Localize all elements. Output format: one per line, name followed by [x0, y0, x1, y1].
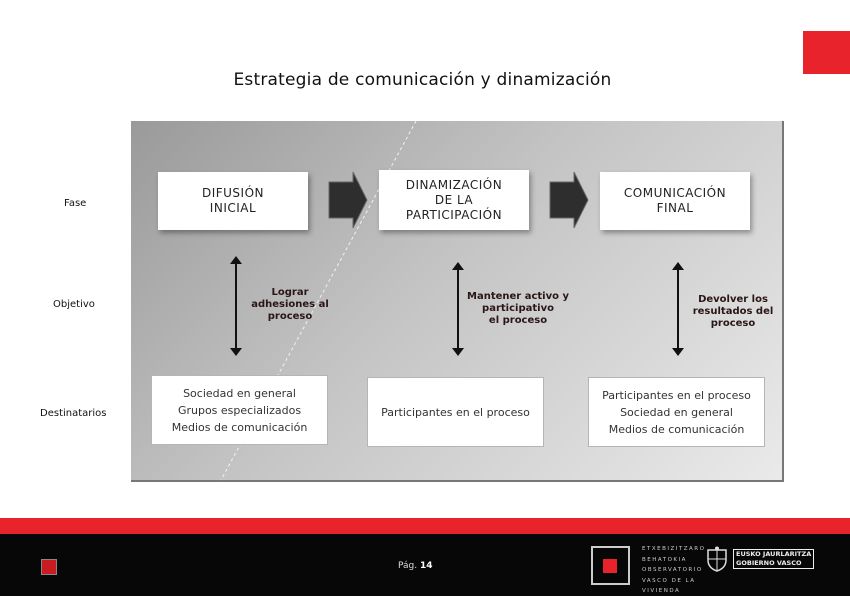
footer-square-icon — [41, 559, 57, 575]
logo-line: VASCO DE LA — [642, 577, 696, 584]
emblem-icon — [705, 546, 729, 572]
logo-line: ETXEBIZITZARO — [642, 546, 706, 552]
row-label-destinatarios: Destinatarios — [40, 408, 107, 419]
phase-line: FINAL — [656, 201, 694, 215]
gov-line: GOBIERNO VASCO — [736, 559, 802, 567]
objective-1 — [245, 287, 335, 323]
phase-line: DIFUSIÓN — [201, 186, 265, 200]
phase-box-difusion — [158, 172, 308, 230]
objective-line: Lograr — [271, 287, 309, 298]
right-arrow-icon — [548, 170, 590, 230]
double-arrow-icon — [671, 262, 685, 356]
objective-line: proceso — [710, 318, 756, 329]
phase-box-dinamizacion — [379, 170, 529, 230]
row-label-objetivo: Objetivo — [53, 299, 95, 310]
phase-box-comunicacion — [600, 172, 750, 230]
objective-line: adhesiones al — [251, 299, 329, 310]
logo-line: OBSERVATORIO — [642, 567, 703, 573]
phase-line: COMUNICACIÓN — [623, 186, 727, 200]
right-arrow-icon — [327, 170, 369, 230]
page-number — [398, 561, 433, 571]
objective-2 — [463, 291, 573, 327]
footer-red-band — [0, 518, 850, 534]
objective-line: Mantener activo y — [467, 291, 569, 302]
logo-line: VIVIENDA — [642, 588, 681, 594]
recipient-line: Participantes en el proceso — [381, 405, 530, 419]
recipients-box-1 — [151, 375, 328, 445]
recipients-box-3 — [588, 377, 765, 447]
row-label-fase: Fase — [64, 198, 87, 209]
logo-line: BEHATOKIA — [642, 556, 687, 563]
objective-line: proceso — [267, 311, 313, 322]
page-label: Pág. — [398, 561, 418, 571]
objective-line: Devolver los — [698, 294, 768, 305]
recipient-line: Grupos especializados — [177, 403, 302, 417]
phase-line: INICIAL — [209, 201, 257, 215]
gov-line: EUSKO JAURLARITZA — [736, 550, 812, 558]
recipient-line: Medios de comunicación — [608, 422, 745, 436]
objective-line: participativo — [482, 303, 554, 314]
objective-line: el proceso — [488, 315, 548, 326]
recipient-line: Medios de comunicación — [171, 420, 308, 434]
recipient-line: Sociedad en general — [620, 405, 733, 419]
observatorio-logo-text — [642, 544, 705, 597]
page-title: Estrategia de comunicación y dinamización — [233, 70, 612, 90]
phase-line: DE LA — [434, 192, 474, 207]
recipient-line: Sociedad en general — [183, 386, 296, 400]
objective-line: resultados del — [692, 306, 774, 317]
double-arrow-icon — [229, 256, 243, 356]
recipients-box-2 — [367, 377, 544, 447]
phase-line: PARTICIPACIÓN — [405, 207, 503, 222]
recipient-line: Participantes en el proceso — [602, 388, 751, 402]
phase-line: DINAMIZACIÓN — [405, 177, 503, 192]
page-number-value: 14 — [420, 561, 433, 571]
observatorio-logo-square — [603, 559, 617, 573]
gobierno-vasco-logo — [733, 549, 814, 569]
objective-3 — [688, 294, 778, 330]
